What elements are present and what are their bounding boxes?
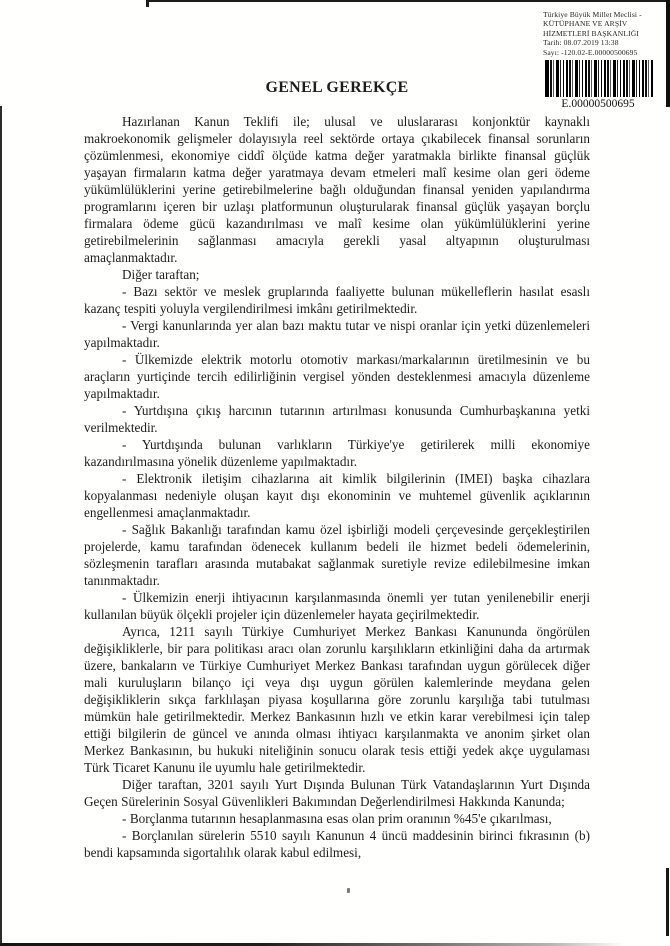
paragraph-bullet-enerji: - Ülkemizin enerji ihtiyacının karşılanmasında önemli yer tutan yenilenebilir enerji kullanılan büyük ölçekli projeler için düzenlemeler hayata geçirilmektedir. xyxy=(84,590,590,622)
stamp-org-line2: KÜTÜPHANE VE ARŞİV xyxy=(543,19,628,29)
stamp-org-line1: Türkiye Büyük Millet Meclisi - xyxy=(543,10,642,19)
scan-edge-left xyxy=(0,106,2,946)
scan-edge-right-top xyxy=(666,0,670,107)
page-title: GENEL GEREKÇE xyxy=(265,79,409,96)
paragraph-bullet-otomotiv: - Ülkemizde elektrik motorlu otomotiv markası/markalarının üretilmesinin ve bu araçların yurtiçinde tercih edilirliğinin vergisel yönden desteklenmesi amacıyla düzenleme yapılmaktadır. xyxy=(84,352,590,401)
paragraph-3201-kanun: Diğer taraftan, 3201 sayılı Yurt Dışında Bulunan Türk Vatandaşlarının Yurt Dışında Geçen Sürelerinin Sosyal Güvenlikleri Bakımından Değerlendirilmesi Hakkında Kanunda; xyxy=(84,777,590,809)
paragraph-merkez-bankasi: Ayrıca, 1211 sayılı Türkiye Cumhuriyet Merkez Bankası Kanununda öngörülen değişikliklerle, bir para politikası aracı olan zorunlu karşılıkların etkinliğini daha da artırmak üzere, bankaların ve Türkiye Cumhuriyet Merkez Bankası tarafından uygun görülecek diğer mali kuruluşların bilanço içi veya dışı uygun görülen kalemlerinde meydana gelen değişikliklerin sıkça farklılaşan piyasa koşullarına göre zorunlu karşılığa tabi tutulması mümkün hale getirilmektedir. Merkez Bankasının hızlı ve etkin karar verebilmesi için talep ettiği bilgilerin de güncel ve anında olması ihtiyacı karşılanmakta ve anonim şirket olan Merkez Bankasının, bu hukuki niteliğinin sonucu olarak tesis ettiği yedek akçe uygulaması Türk Ticaret Kanunu ile uyumlu hale getirilmektedir. xyxy=(84,624,590,775)
scan-edge-top-tick xyxy=(146,0,149,7)
document-body xyxy=(84,79,590,861)
stamp-date: Tarih: 08.07.2019 13:38 xyxy=(543,38,619,48)
paragraph-bullet-saglik: - Sağlık Bakanlığı tarafından kamu özel işbirliği modeli çerçevesinde gerçekleştirilen projelerde, kamu tarafından ödenecek kullanım bedeli ile hizmet bedeli ödemelerinin, sözleşmenin tarafları arasında mutabakat sağlanmak suretiyle revize edilebilmesine imkan tanınmaktadır. xyxy=(84,522,590,588)
paragraph-bullet-prim: - Borçlanma tutarının hesaplanmasına esas olan prim oranının %45'e çıkarılması, xyxy=(122,811,552,826)
paragraph-bullet-imei: - Elektronik iletişim cihazlarına ait kimlik bilgilerinin (IMEI) başka cihazlara kopyalanması nedeniyle oluşan kayıt dışı ekonominin ve muhtemel güvenlik açıklarının engellenmesi amaçlanmaktadır. xyxy=(84,471,590,520)
registry-stamp-text xyxy=(543,10,665,57)
paragraph-bullet-harc: - Yurtdışına çıkış harcının tutarının artırılması konusunda Cumhurbaşkanına yetki verilmektedir. xyxy=(84,403,590,435)
paragraph-diger-taraftan: Diğer taraftan; xyxy=(122,267,200,282)
paragraph-bullet-vergi: - Vergi kanunlarında yer alan bazı maktu tutar ve nispi oranlar için yetki düzenlemeleri yapılmaktadır. xyxy=(84,318,590,350)
stamp-org-line3: HİZMETLERİ BAŞKANLIĞI xyxy=(543,28,639,38)
paragraph-bullet-hasilat: - Bazı sektör ve meslek gruplarında faaliyette bulunan mükelleflerin hasılat esaslı kazanç tespiti yoluyla vergilendirilmesi imkânı getirilmektedir. xyxy=(84,284,590,316)
paragraph-intro: Hazırlanan Kanun Teklifi ile; ulusal ve uluslararası konjonktür kaynaklı makroekonomik gelişmeler dolayısıyla reel sektörde ortaya çıkabilecek finansal sorunların çözümlenmesi, ekonomiye ciddî ölçüde katma değer yaratmakla birlikte finansal güçlük yaşayan firmaların katma değer yaratmaya devam etmeleri malî kesime olan geri ödeme yükümlülüklerini yerine getirebilmelerine bağlı olduğundan finansal yeniden yapılandırma programlarını içeren bir uzlaşı platformunun oluşturularak finansal güçlük yaşayan borçlu firmalara ödeme gücü kazandırılması ve malî kesime olan yükümlülüklerini yerine getirebilmelerinin sağlanması amacıyla gerekli yasal altyapının oluşturulması amaçlanmaktadır. xyxy=(84,114,590,265)
stamp-number: Sayı: -120.02-E.00000500695 xyxy=(543,47,638,57)
barcode-label: E.00000500695 xyxy=(561,98,635,111)
paragraph-bullet-varlik: - Yurtdışında bulunan varlıkların Türkiye'ye getirilerek milli ekonomiye kazandırılmasına yönelik düzenleme yapılmaktadır. xyxy=(84,437,590,469)
scan-edge-top xyxy=(146,0,670,2)
scan-speck xyxy=(347,888,350,893)
paragraph-bullet-sigortalilik: - Borçlanılan sürelerin 5510 sayılı Kanunun 4 üncü maddesinin birinci fıkrasının (b) bendi kapsamında sigortalılık olarak kabul edilmesi, xyxy=(84,828,590,860)
scan-edge-right-bottom xyxy=(666,868,669,936)
